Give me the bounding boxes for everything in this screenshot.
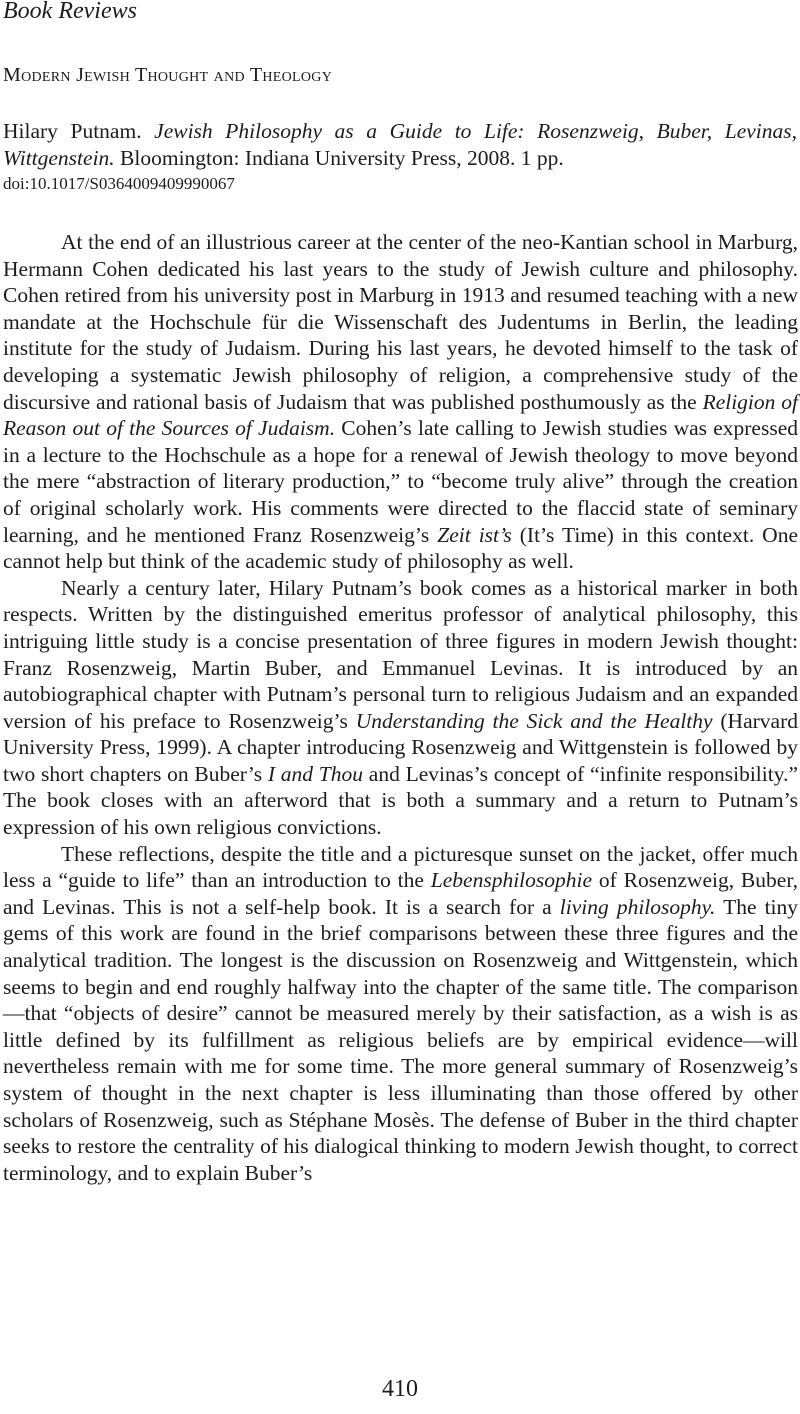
p2-text-e: and Levinas’s concept of “infinite responsibility.” The book closes with an afterword that is both a summary and a return to Putnam’s expression of his own religious convictions. [3,761,798,840]
p1-italic-b: Religion of Reason out of the Sources of Judaism. [3,389,798,441]
p2-italic-d: I and Thou [267,761,364,786]
section-title: Modern Jewish Thought and Theology [3,64,333,86]
citation-doi: doi:10.1017/S0364009409990067 [3,174,235,193]
p3-italic-b: Lebensphilosophie [430,868,593,893]
running-header: Book Reviews [3,0,137,24]
p1-text-c: Cohen’s late calling to Jewish studies was expressed in a lecture to the Hochschule as a hope for a renewal of Jewish theology to move beyond the mere “abstraction of literary production,” to “become truly alive” through the creation of original scholarly work. His comments were directed to the flaccid state of seminary learning, and he mentioned Franz Rosenzweig’s [3,416,798,547]
book-citation [3,118,797,172]
citation-title: Jewish Philosophy as a Guide to Life: Rosenzweig, Buber, Levinas, Wittgenstein. [3,119,797,170]
p1-text-a: At the end of an illustrious career at the center of the neo-Kantian school in Marburg, Hermann Cohen dedicated his last years to the study of Jewish culture and philosophy. Cohen retired from his university post in Marburg in 1913 and resumed teaching with a new mandate at the Hochschule für die Wissenschaft des Judentums in Berlin, the leading institute for the study of Judaism. During his last years, he devoted himself to the task of developing a systematic Jewish philosophy of religion, a comprehensive study of the discursive and rational basis of Judaism that was published posthumously as the [3,230,798,414]
citation-publication: Bloomington: Indiana University Press, 2008. 1 pp. [120,146,564,170]
p2-text-a: Nearly a century later, Hilary Putnam’s book comes as a historical marker in both respects. Written by the distinguished emeritus professor of analytical philosophy, this intriguing little study is a concise presentation of three figures in modern Jewish thought: Franz Rosenzweig, Martin Buber, and Emmanuel Levinas. It is introduced by an autobiographical chapter with Putnam’s personal turn to religious Judaism and an expanded version of his preface to Rosenzweig’s [3,575,798,733]
citation-author: Hilary Putnam. [3,119,142,143]
p3-text-a: These reflections, despite the title and a picturesque sunset on the jacket, offer much less a “guide to life” than an introduction to the [3,841,798,893]
p3-text-e: The tiny gems of this work are found in the brief comparisons between these three figures and the analytical tradition. The longest is the discussion on Rosenzweig and Wittgenstein, which seems to begin and end roughly halfway into the chapter of the same title. The comparison—that “objects of desire” cannot be measured merely by their satisfaction, as a wish is as little defined by its fulfillment as religious beliefs are by empirical evidence—will nevertheless remain with me for some time. The more general summary of Rosenzweig’s system of thought in the next chapter is less illuminating than those offered by other scholars of Rosenzweig, such as Stéphane Mosès. The defense of Buber in the third chapter seeks to restore the centrality of his dialogical thinking to modern Jewish thought, to correct terminology, and to explain Buber’s [3,894,799,1185]
p2-italic-b: Understanding the Sick and the Healthy [355,708,713,733]
paragraph-3 [3,841,798,1187]
paragraph-1 [3,229,798,575]
page-number: 410 [382,1376,418,1402]
p3-italic-d: living philosophy. [559,894,716,919]
p1-text-e: (It’s Time) in this context. One cannot help but think of the academic study of philosophy as well. [3,522,798,574]
paragraph-2 [3,575,798,841]
p2-text-c: (Harvard University Press, 1999). A chapter introducing Rosenzweig and Wittgenstein is followed by two short chapters on Buber’s [3,708,798,786]
p3-text-c: of Rosenzweig, Buber, and Levinas. This is not a self-help book. It is a search for a [3,868,798,919]
p1-italic-d: Zeit ist’s [437,522,512,547]
review-body [3,229,798,1186]
